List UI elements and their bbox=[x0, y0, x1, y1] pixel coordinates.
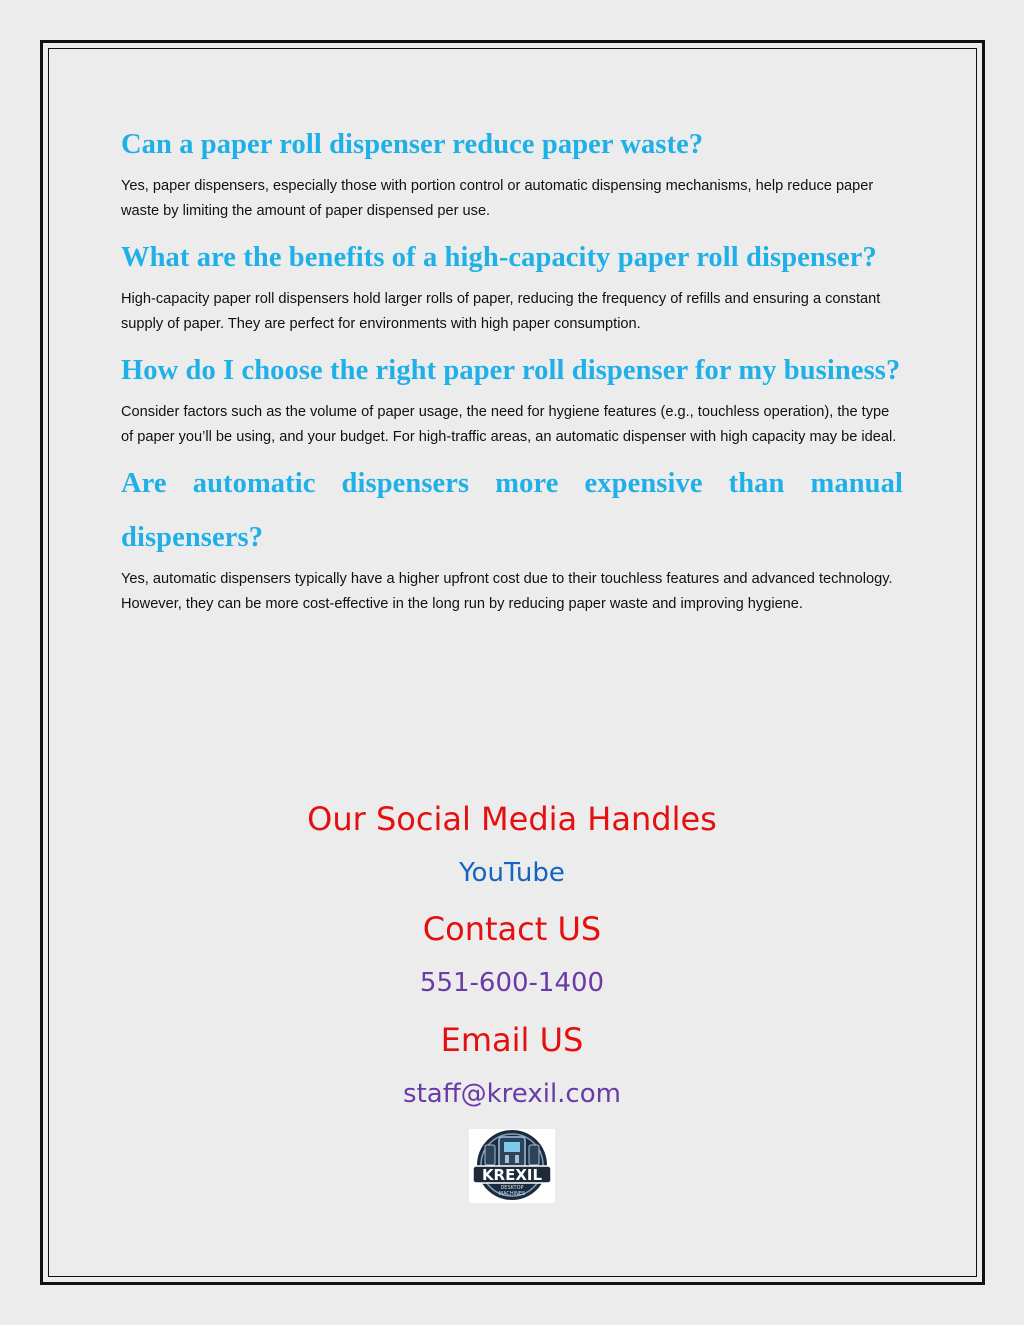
logo-wordmark: KREXIL bbox=[481, 1166, 543, 1184]
krexil-logo bbox=[469, 1129, 555, 1203]
faq-answer-2: High-capacity paper roll dispensers hold larger rolls of paper, reducing the frequency of refills and ensuring a constant supply of paper. They are perfect for environments with high paper consumption. bbox=[121, 291, 881, 332]
faq-question-1: Can a paper roll dispenser reduce paper waste? bbox=[121, 129, 704, 160]
faq-answer-4: Yes, automatic dispensers typically have a higher upfront cost due to their touchless features and advanced technology. However, they can be more cost-effective in the long run by reducing paper waste and improving hygiene. bbox=[121, 571, 893, 612]
social-media-title: Our Social Media Handles bbox=[307, 800, 717, 838]
youtube-link[interactable]: YouTube bbox=[459, 858, 565, 888]
logo-tagline-2: MACHINES bbox=[498, 1191, 526, 1197]
faq-answer-1: Yes, paper dispensers, especially those with portion control or automatic dispensing mechanisms, help reduce paper waste by limiting the amount of paper dispensed per use. bbox=[121, 178, 874, 219]
krexil-logo-icon bbox=[469, 1129, 555, 1203]
phone-number[interactable]: 551-600-1400 bbox=[419, 968, 605, 998]
faq-question-3: How do I choose the right paper roll dispenser for my business? bbox=[121, 355, 901, 386]
faq-section bbox=[121, 118, 903, 624]
email-title: Email US bbox=[440, 1021, 584, 1059]
email-address[interactable]: staff@krexil.com bbox=[403, 1079, 621, 1109]
logo-tagline-1: DESKTOP bbox=[500, 1185, 524, 1191]
contact-title: Contact US bbox=[422, 910, 602, 948]
faq-question-4: Are automatic dispensers more expensive than manual dispensers? bbox=[121, 468, 903, 553]
faq-question-2: What are the benefits of a high-capacity paper roll dispenser? bbox=[121, 242, 877, 273]
faq-answer-3: Consider factors such as the volume of paper usage, the need for hygiene features (e.g., touchless operation), the type of paper you’ll be using, and your budget. For high-traffic areas, an automatic dispenser with high capacity may be ideal. bbox=[121, 404, 897, 445]
